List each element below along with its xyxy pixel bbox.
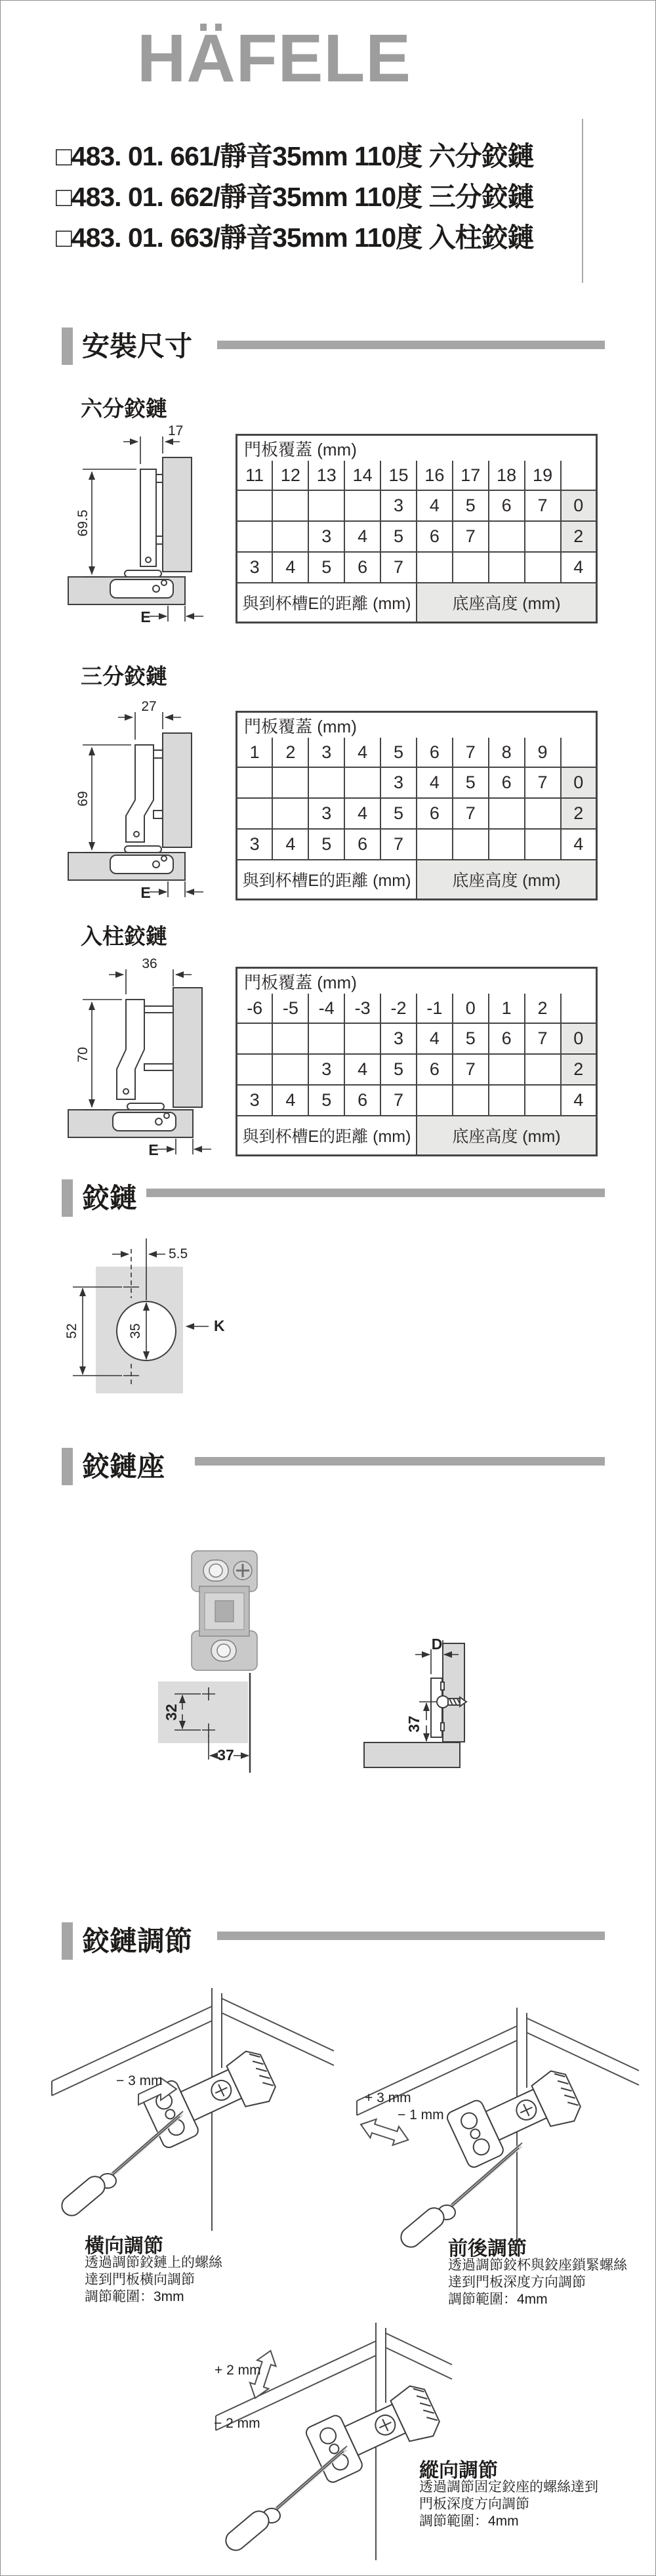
dim-height-label: 69 [75,791,91,807]
table-cell: 4 [344,521,380,552]
table-cell [453,829,489,860]
plate-side-diagram [363,1610,550,1784]
table-cell: 3 [380,767,417,798]
table-cell [272,798,308,829]
table-cell: 4 [344,798,380,829]
table-cell: 12 [272,461,308,490]
table-cell: 3 [237,552,273,583]
table-cell: 4 [417,490,453,521]
table-cell: 3 [308,798,344,829]
hinge-arm [117,1000,173,1099]
section-title-install: 安裝尺寸 [82,331,193,362]
hafele-logo: HÄFELE [137,20,411,96]
table-cell: 11 [237,461,273,490]
table-cell [237,1023,273,1054]
table-cell: 1 [237,738,273,767]
bottom-panel [364,1742,460,1767]
section-rule [217,1932,605,1940]
dim-width-label: 27 [141,700,157,714]
table-cell [272,1023,308,1054]
table-cell: 底座高度 (mm) [417,1116,597,1156]
table-cell [237,767,273,798]
table-cell: 7 [380,1085,417,1116]
table-cell: 0 [561,767,597,798]
table-cell: 7 [380,829,417,860]
dim-pitch-label: 52 [64,1323,79,1339]
product-code-line: □483. 01. 661/靜音35mm 110度 六分鉸鏈 [56,141,534,171]
product-code-line: □483. 01. 662/靜音35mm 110度 三分鉸鏈 [56,182,534,212]
adjust-notes-2: 透過調節鉸杯與鉸座鎖緊螺絲 達到門板深度方向調節 調節範圍：4mm [448,2258,627,2307]
subsection-label-3: 入柱鉸鏈 [81,924,167,948]
table-cell: 6 [417,521,453,552]
table-cell: 19 [525,461,561,490]
table-cell: 5 [308,552,344,583]
adjust-range-label: − 2 mm [214,2416,260,2431]
table-cell: 7 [453,738,489,767]
table-cell: 7 [525,767,561,798]
coverage-table [236,967,598,1156]
dim-edge-label: K [214,1317,225,1334]
table-cell: 5 [380,798,417,829]
section-bar [62,1448,73,1485]
coverage-table-wrap [236,711,598,900]
table-cell [525,829,561,860]
coverage-table-wrap [236,434,598,623]
table-cell [417,1085,453,1116]
hinge-arm [140,469,163,566]
screw-head [437,1696,449,1708]
dim-setback-label: 37 [217,1746,234,1763]
table-cell: 6 [417,1054,453,1085]
table-cell: 6 [417,738,453,767]
screwdriver [222,2446,347,2554]
table-cell: 0 [561,1023,597,1054]
cup-drilling-diagram [50,1229,266,1426]
table-cell: 門板覆蓋 (mm) [237,968,597,994]
dim-edge-label: E [140,608,151,625]
table-cell: 6 [489,1023,525,1054]
table-cell: 0 [453,994,489,1023]
table-cell: 4 [344,1054,380,1085]
table-cell: 3 [308,1054,344,1085]
adjust-caption-1: 橫向調節 [85,2235,163,2257]
table-cell: 7 [525,490,561,521]
table-cell [525,552,561,583]
table-cell: -2 [380,994,417,1023]
adjust-diagram-lateral [40,1970,335,2232]
table-cell: 4 [561,1085,597,1116]
table-cell: -1 [417,994,453,1023]
section-title-adjust: 鉸鏈調節 [82,1926,193,1956]
adjust-range-label: + 2 mm [215,2363,261,2378]
table-cell: -5 [272,994,308,1023]
dim-edge-label: E [148,1141,159,1158]
table-cell [237,521,273,552]
table-cell: 4 [561,829,597,860]
table-cell [489,552,525,583]
table-cell: 7 [380,552,417,583]
table-cell: 17 [453,461,489,490]
table-cell [237,1054,273,1085]
section-rule [146,1189,605,1197]
table-cell: 底座高度 (mm) [417,860,597,900]
table-cell: 門板覆蓋 (mm) [237,712,597,738]
section-bar [62,1179,73,1217]
table-cell [561,461,597,490]
dim-width-label: 36 [142,958,157,971]
dim-pitch-label: 32 [163,1704,180,1721]
dim-height-label: 70 [75,1047,91,1063]
table-cell: 5 [380,738,417,767]
screwdriver [58,2111,183,2220]
section-title-plate: 鉸鏈座 [82,1451,165,1482]
dim-height-label: 69.5 [75,509,91,537]
table-cell: 門板覆蓋 (mm) [237,435,597,461]
coverage-table [236,711,598,900]
table-cell [417,552,453,583]
table-cell [489,829,525,860]
table-cell: 1 [489,994,525,1023]
table-cell: 7 [453,798,489,829]
table-cell: 底座高度 (mm) [417,583,597,623]
table-cell: 14 [344,461,380,490]
section-title-hinge: 鉸鏈 [82,1183,138,1214]
hinge-cross-section-inset [63,958,227,1161]
table-cell [489,1085,525,1116]
table-cell [561,994,597,1023]
section-bar [62,327,73,365]
table-cell [308,1023,344,1054]
table-cell: 與到杯槽E的距離 (mm) [237,860,417,900]
dim-width-label: 17 [168,425,184,438]
table-cell: 3 [380,1023,417,1054]
section-rule [217,341,605,349]
table-cell [272,767,308,798]
table-cell: 13 [308,461,344,490]
table-cell: 6 [489,490,525,521]
table-cell [237,490,273,521]
table-cell [272,490,308,521]
table-cell: 7 [525,1023,561,1054]
plate-drilling-front-diagram [148,1673,270,1778]
side-panel [443,1643,464,1742]
adjust-range-label: − 3 mm [116,2073,163,2088]
adjust-notes-3: 透過調節固定鉸座的螺絲達到 門板深度方向調節 調節範圍：4mm [419,2480,598,2529]
table-cell [344,490,380,521]
adjust-range-label: + 3 mm [365,2090,411,2105]
table-cell: 5 [453,490,489,521]
dim-cup-label: 35 [128,1323,143,1339]
table-cell: 7 [453,521,489,552]
dim-edge-label: E [140,884,151,901]
table-cell: 3 [237,829,273,860]
table-cell: 18 [489,461,525,490]
table-cell [308,767,344,798]
table-cell: 6 [417,798,453,829]
product-code-line: □483. 01. 663/靜音35mm 110度 入柱鉸鏈 [56,222,534,253]
table-cell [272,1054,308,1085]
table-cell: 5 [380,521,417,552]
table-cell [489,521,525,552]
adjust-caption-3: 縱向調節 [419,2460,498,2481]
table-cell: 5 [453,767,489,798]
hinge-cross-section-overlay [63,425,227,628]
table-cell: 0 [561,490,597,521]
table-cell: 4 [272,1085,308,1116]
subsection-label-2: 三分鉸鏈 [81,664,167,688]
table-cell [344,1023,380,1054]
table-cell: 4 [272,552,308,583]
vertical-divider [582,119,583,283]
table-cell: -3 [344,994,380,1023]
table-cell: 4 [417,1023,453,1054]
table-cell: 2 [525,994,561,1023]
table-cell: 6 [344,829,380,860]
table-cell: 3 [237,1085,273,1116]
table-cell [525,798,561,829]
table-cell [525,1085,561,1116]
table-cell: 9 [525,738,561,767]
table-cell: 6 [344,1085,380,1116]
adjust-range-label: − 1 mm [398,2107,444,2122]
table-cell [417,829,453,860]
table-cell: 7 [453,1054,489,1085]
table-cell [525,1054,561,1085]
table-cell: 2 [561,798,597,829]
adjust-notes-1: 透過調節鉸鏈上的螺絲 達到門板橫向調節 調節範圍：3mm [85,2255,222,2304]
section-bar [62,1922,73,1960]
table-cell: 4 [344,738,380,767]
table-cell: 8 [489,738,525,767]
table-cell: 6 [489,767,525,798]
table-cell: 15 [380,461,417,490]
table-cell [237,798,273,829]
table-cell: 與到杯槽E的距離 (mm) [237,583,417,623]
table-cell: 2 [561,1054,597,1085]
table-cell: 5 [308,1085,344,1116]
dim-height-label: D [431,1636,443,1653]
adjust-diagram-depth [345,1989,640,2252]
table-cell: 4 [561,552,597,583]
table-cell [453,1085,489,1116]
table-cell [561,738,597,767]
mounting-plate-photo [186,1550,262,1674]
table-cell: 3 [380,490,417,521]
section-rule [195,1457,605,1466]
table-cell: 4 [272,829,308,860]
table-cell [525,521,561,552]
table-cell [344,767,380,798]
subsection-label-1: 六分鉸鏈 [81,396,167,421]
coverage-table [236,434,598,623]
table-cell: 16 [417,461,453,490]
table-cell [489,1054,525,1085]
table-cell: 與到杯槽E的距離 (mm) [237,1116,417,1156]
table-cell: 2 [561,521,597,552]
table-cell [272,521,308,552]
hinge-cross-section-half-overlay [63,700,227,904]
table-cell: 6 [344,552,380,583]
dim-setback-label: 37 [405,1716,422,1733]
table-cell: 4 [417,767,453,798]
table-cell: 5 [380,1054,417,1085]
table-cell [308,490,344,521]
table-cell: 3 [308,521,344,552]
hinge-arm [126,745,163,842]
table-cell [453,552,489,583]
table-cell: 3 [308,738,344,767]
coverage-table-wrap [236,967,598,1156]
adjust-caption-2: 前後調節 [448,2238,527,2260]
table-cell: -6 [237,994,273,1023]
table-cell: 2 [272,738,308,767]
dim-offset-label: 5.5 [169,1246,188,1261]
table-cell: 5 [308,829,344,860]
table-cell: -4 [308,994,344,1023]
table-cell: 5 [453,1023,489,1054]
table-cell [489,798,525,829]
adjust-diagram-vertical [178,2321,453,2564]
